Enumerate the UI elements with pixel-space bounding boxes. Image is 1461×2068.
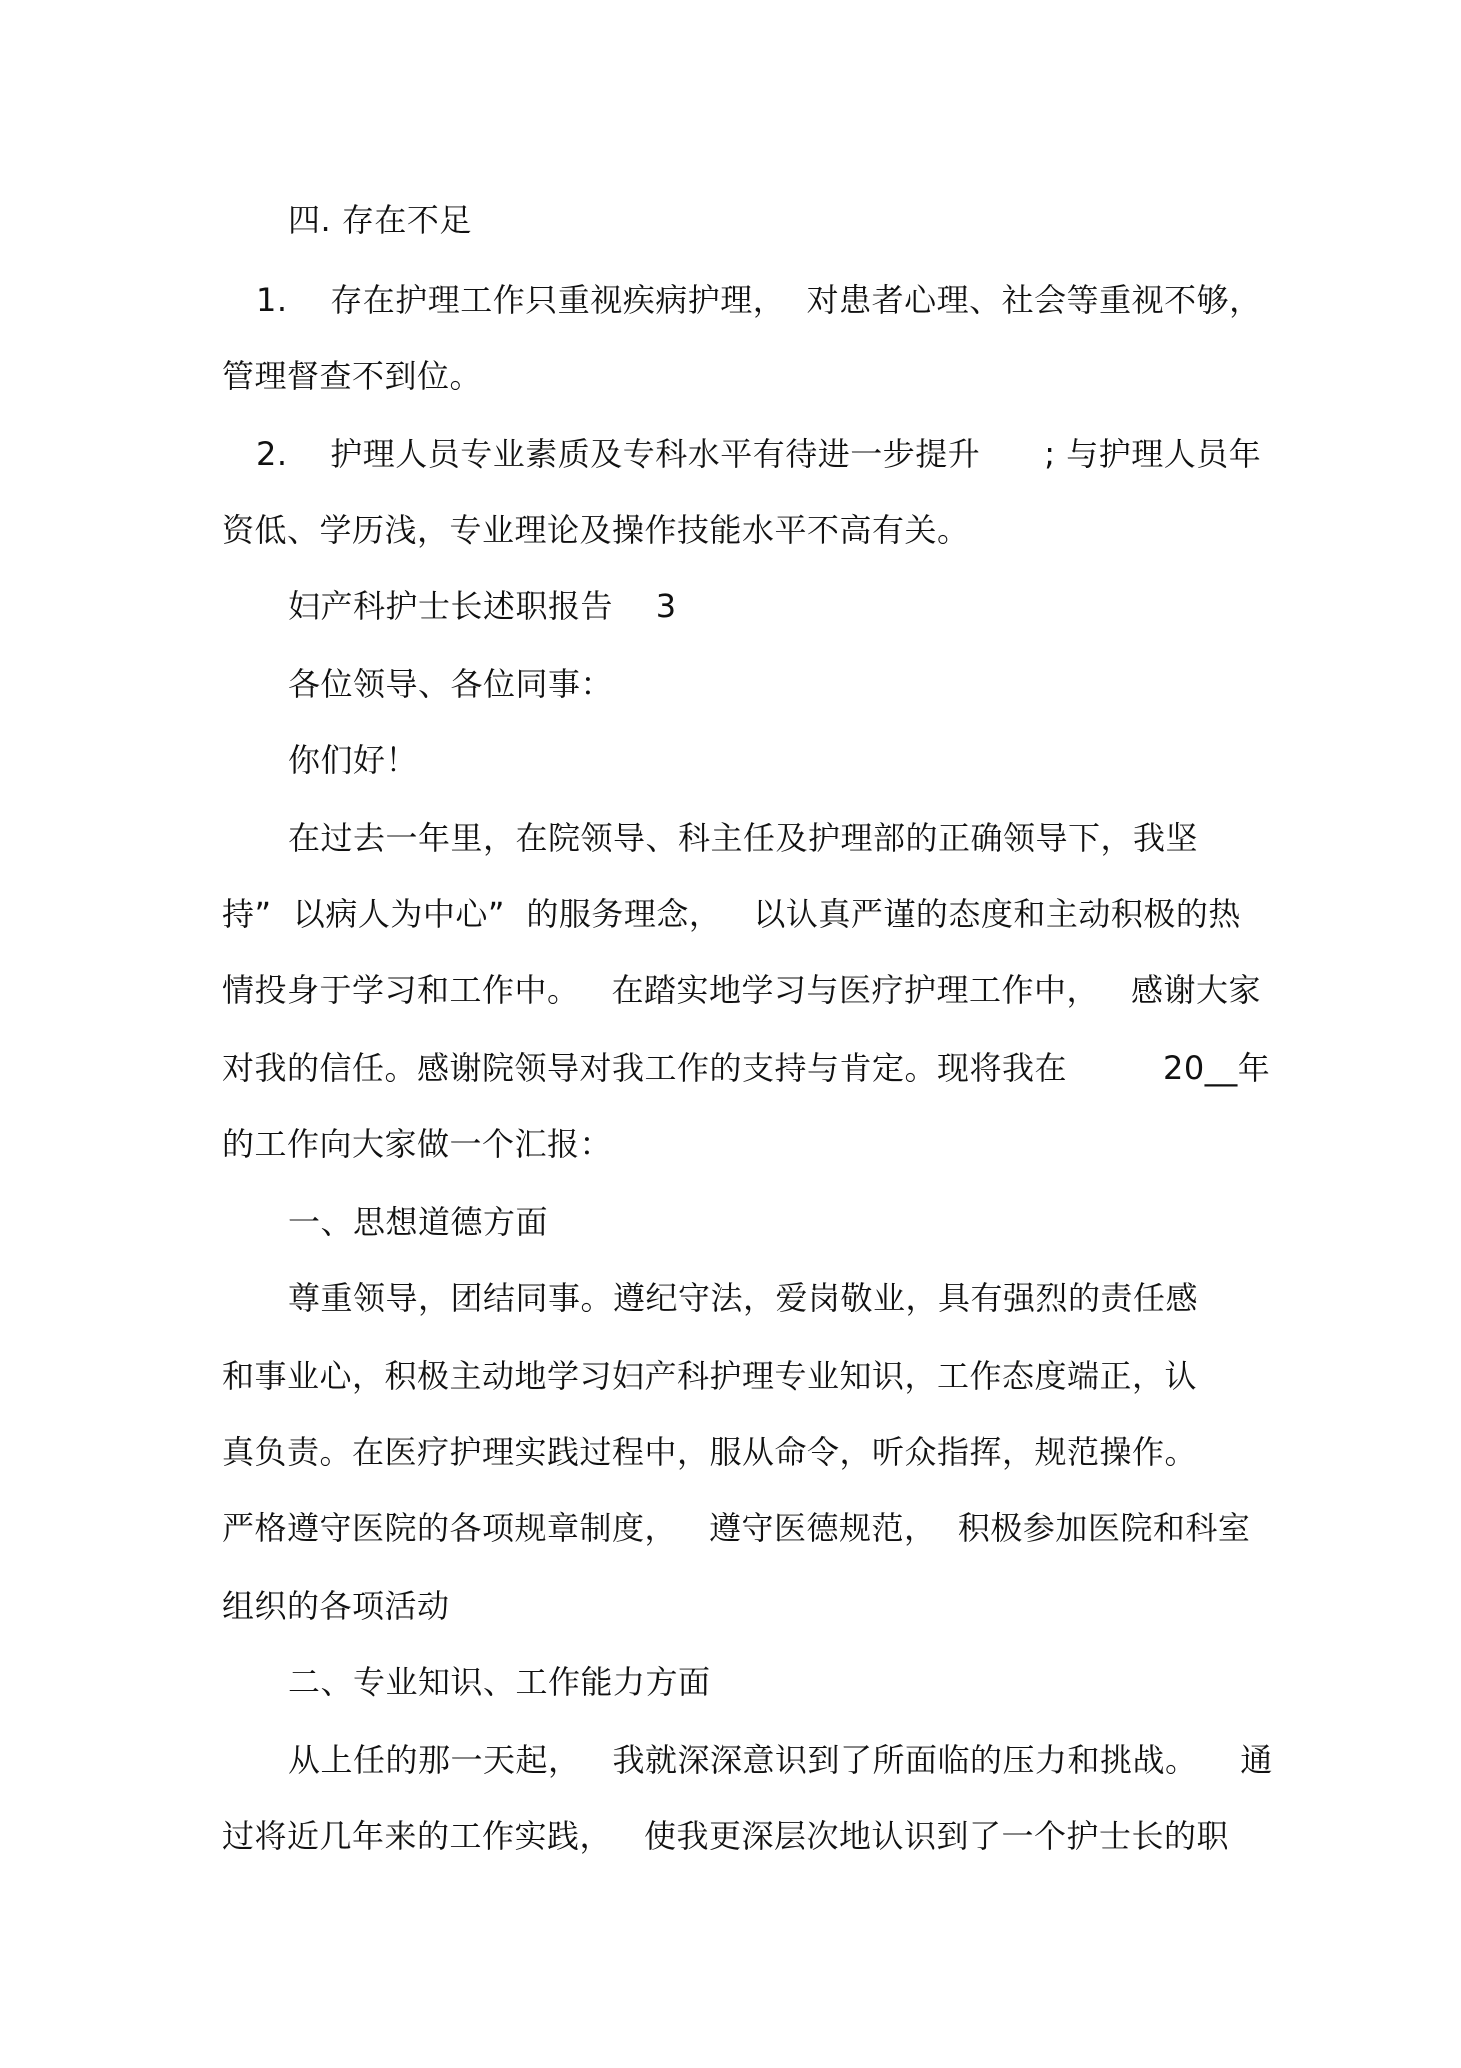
paragraph-line: 和事业心，积极主动地学习妇产科护理专业知识，工作态度端正，认 [222,1357,1198,1395]
salutation: 各位领导、各位同事： [288,665,614,703]
paragraph-line: 组织的各项活动 [222,1587,450,1625]
list-item-2-continued: 资低、学历浅，专业理论及操作技能水平不高有关。 [222,511,970,549]
report-title: 妇产科护士长述职报告 3 [288,587,677,625]
paragraph-line: 对我的信任。感谢院领导对我工作的支持与肯定。现将我在 20__年 [222,1049,1271,1087]
paragraph-line: 严格遵守医院的各项规章制度， 遵守医德规范， 积极参加医院和科室 [222,1509,1251,1547]
list-item-1: 1. 存在护理工作只重视疾病护理， 对患者心理、社会等重视不够， [256,281,1262,319]
paragraph-line: 从上任的那一天起， 我就深深意识到了所面临的压力和挑战。 通 [288,1741,1273,1779]
list-item-2: 2. 护理人员专业素质及专科水平有待进一步提升 ; 与护理人员年 [256,435,1262,473]
paragraph-line: 真负责。在医疗护理实践过程中，服从命令，听众指挥，规范操作。 [222,1433,1198,1471]
paragraph-line: 的工作向大家做一个汇报： [222,1125,613,1163]
paragraph-line: 过将近几年来的工作实践， 使我更深层次地认识到了一个护士长的职 [222,1817,1230,1855]
section-heading-2: 二、专业知识、工作能力方面 [288,1663,711,1701]
section-heading-4: 四. 存在不足 [288,201,472,239]
section-heading-1: 一、思想道德方面 [288,1203,549,1241]
paragraph-line: 在过去一年里，在院领导、科主任及护理部的正确领导下，我坚 [288,819,1199,857]
greeting: 你们好！ [288,741,419,779]
paragraph-line: 持” 以病人为中心” 的服务理念， 以认真严谨的态度和主动积极的热 [222,895,1241,933]
paragraph-line: 尊重领导，团结同事。遵纪守法，爱岗敬业，具有强烈的责任感 [288,1279,1199,1317]
paragraph-line: 情投身于学习和工作中。 在踏实地学习与医疗护理工作中， 感谢大家 [222,971,1262,1009]
list-item-1-continued: 管理督查不到位。 [222,357,483,395]
